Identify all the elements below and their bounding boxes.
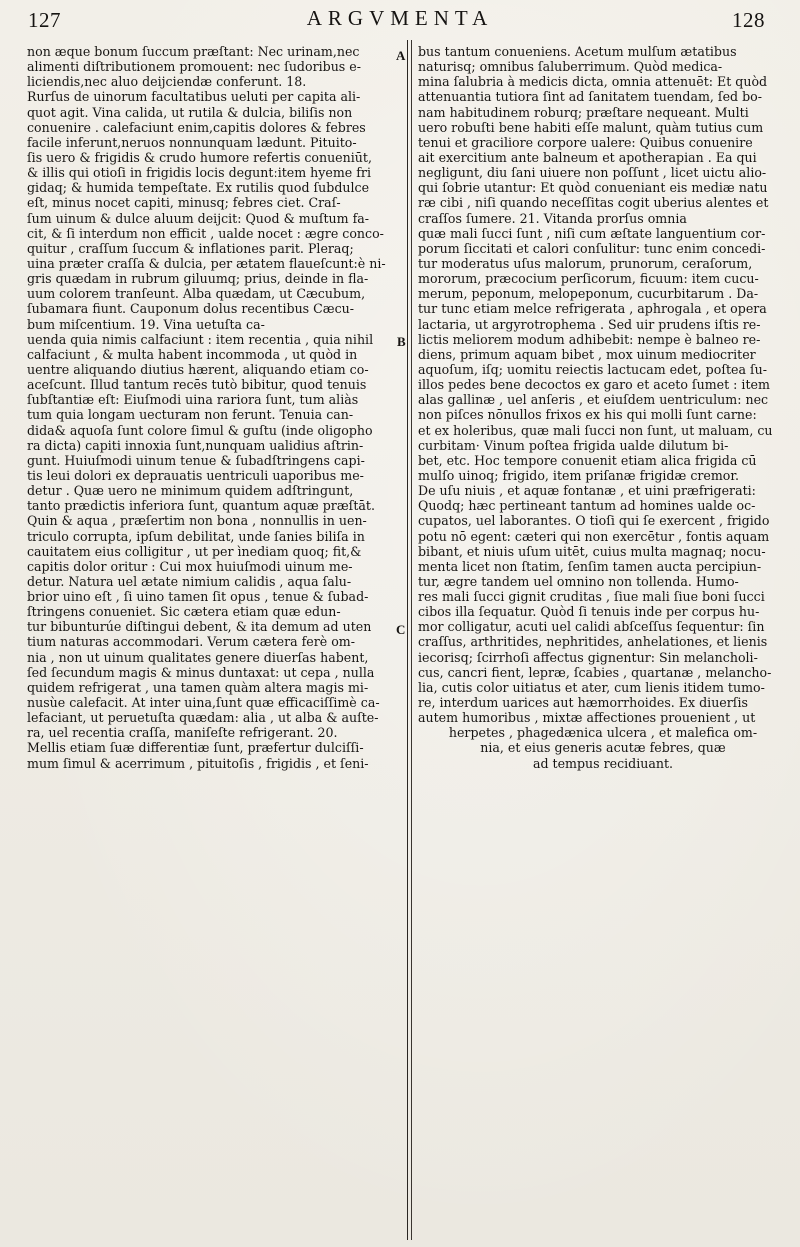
running-title: ARGVMENTA [306, 6, 494, 30]
text-line: Quodq; hæc pertineant tantum ad homines ualde oc- [418, 498, 756, 514]
text-line: liciendis,nec aluo deijciendæ conferunt. 18. [27, 74, 307, 90]
margin-marker-c: C [396, 622, 406, 637]
text-line: gris quædam in rubrum giluumq; prius, deinde in fla- [27, 271, 369, 287]
margin-marker-b: B [397, 334, 406, 349]
text-line: herpetes , phagedænica ulcera , et malefica om- [448, 725, 758, 741]
text-line: ſis uero & frigidis & crudo humore refertis conueniūt, [27, 149, 372, 165]
text-line: merum, peponum, melopeponum, cucurbitarum . Da- [418, 286, 759, 302]
text-line: tur tunc etiam melce refrigerata , aphrogala , et opera [418, 301, 767, 317]
text-line: tur moderatus uſus malorum, prunorum, ceraſorum, [418, 255, 753, 271]
text-line: bibant, et niuis uſum uitēt, cuius multa magnaq; nocu- [418, 543, 766, 559]
text-line: bet, etc. Hoc tempore conuenit etiam alica frigida cū [418, 452, 757, 468]
text-line: porum ſiccitati et calori conſulitur: tunc enim concedi- [418, 240, 766, 256]
text-line: bus tantum conueniens. Acetum mulſum ætatibus [418, 44, 737, 59]
text-line: tur bibunturúe diſtingui debent, & ita demum ad uten [27, 619, 372, 635]
text-line: mum ſimul & acerrimum , pituitoſis , frigidis , et ſeni- [27, 755, 369, 771]
text-line: Mellis etiam ſuæ differentiæ ſunt, præfertur dulciſſi- [27, 740, 364, 756]
text-line: dida& aquoſa ſunt colore ſimul & guſtu (inde oligopho [27, 422, 373, 438]
text-line: mororum, præcocium perſicorum, ficuum: item cucu- [418, 271, 759, 287]
text-line: uina præter craſſa & dulcia, per ætatem flaueſcunt:è ni- [27, 255, 386, 271]
text-line: cibos illa ſequatur. Quòd ſi tenuis inde per corpus hu- [418, 604, 760, 620]
text-line: calfaciunt , & multa habent incommoda , ut quòd in [27, 346, 358, 362]
text-line: alas gallinæ , uel anſeris , et eiuſdem uentriculum: nec [418, 392, 769, 408]
left-column-text [27, 44, 397, 771]
text-line: mulſo uinoq; frigido, item priſanæ frigidæ cremor. [418, 467, 740, 483]
text-line: ad tempus recidiuant. [532, 755, 674, 771]
text-line: craſſos ſumere. 21. Vitanda prorſus omnia [418, 210, 687, 226]
text-line: ſum uinum & dulce aluum deijcit: Quod & muſtum fa- [27, 210, 370, 226]
text-line: ra, uel recentia craſſa, maniſeſte refrigerant. 20. [27, 725, 338, 741]
text-line: gidaq; & humida tempeſtate. Ex rutilis quod ſubdulce [27, 180, 370, 196]
text-line: & illis qui otioſi in frigidis locis deguntːitem hyeme fri [27, 165, 371, 181]
text-line: nusùe calefacit. At inter uina,ſunt quæ efficaciſſimè ca- [27, 695, 380, 711]
page-number-left: 127 [28, 8, 61, 32]
text-line: mina ſalubria à medicis dicta, omnia attenuēt: Et quòd [418, 74, 768, 90]
text-line: facile inferunt,neruos nonnunquam lædunt. Pituito- [27, 134, 357, 150]
text-line: tanto prædictis inferiora ſunt, quantum aquæ præſtāt. [27, 498, 375, 514]
text-line: ſubamara fiunt. Cauponum dolus recentibus Cæcu- [27, 301, 355, 317]
text-line: ſtringens conueniet. Sic cætera etiam quæ edun- [27, 604, 341, 620]
text-line: detur . Quæ uero ne minimum quidem adſtringunt, [27, 483, 354, 499]
text-line: re, interdum uarices aut hæmorrhoides. Ex diuerſis [418, 695, 748, 711]
text-line: lia, cutis color uitiatus et ater, cum lienis itidem tumo- [418, 679, 765, 695]
text-line: tenui et graciliore corpore ualere: Quibus conuenire [418, 134, 753, 150]
text-line: tum quia longam uecturam non ferunt. Tenuia can- [27, 407, 354, 423]
column-divider-inner [411, 40, 412, 1240]
text-line: eſt, minus nocet capiti, minusq; febres ciet. Craſ- [27, 195, 341, 211]
text-line: De uſu niuis , et aquæ fontanæ , et uini præfrigerati: [418, 483, 756, 499]
text-line: naturisq; omnibus ſaluberrimum. Quòd medica- [418, 59, 723, 75]
text-line: detur. Natura uel ætate nimium calidis , aqua ſalu- [27, 573, 352, 589]
text-line: ſed ſecundum magis & minus duntaxat: ut cepa , nulla [27, 664, 375, 680]
text-line: cus, cancri fient, lepræ, ſcabies , quartanæ , melancho- [418, 664, 772, 680]
text-line: lactaria, ut argyrotrophema . Sed uir prudens iſtis re- [418, 316, 761, 332]
text-line: capitis dolor oritur : Cui mox huiuſmodi uinum me- [27, 558, 353, 574]
text-line: quitur , craſſum ſuccum & inflationes parit. Pleraq; [27, 240, 354, 256]
text-line: aquoſum, iſq; uomitu reiectis lactucam edet, poſtea ſu- [418, 361, 768, 377]
text-line: iecorisq; ſcirrhoſi affectus gignentur: Sin melancholi- [418, 649, 758, 665]
text-line: uentre aliquando diutius hærent, aliquando etiam co- [27, 361, 369, 377]
text-line: nia , non ut uinum qualitates genere diuerſas habent, [27, 649, 369, 665]
column-divider [407, 40, 408, 1240]
text-line: menta licet non ſtatim, ſenſim tamen aucta percipiun- [418, 558, 762, 574]
text-line: cauitatem eius colligitur , ut per ìnediam quoq; fit,& [27, 543, 362, 559]
page-number-right: 128 [732, 8, 765, 32]
text-line: illos pedes bene decoctos ex garo et aceto ſumet : item [418, 377, 770, 393]
text-line: tium naturas accommodari. Verum cætera ferè om- [27, 634, 355, 650]
text-line: ſubſtantiæ eſt: Eiuſmodi uina rariora ſunt, tum aliàs [27, 392, 359, 408]
text-line: triculo corrupta, ipſum debilitat, unde ſanies biliſa in [27, 528, 365, 544]
text-line: attenuantia tutiora ſint ad ſanitatem tuendam, ſed bo- [418, 89, 763, 105]
text-line: Rurſus de uinorum facultatibus ueluti per capita ali- [27, 89, 361, 105]
text-line: non piſces nōnullos frixos ex his qui molli ſunt carne: [418, 407, 757, 423]
text-line: nia, et eius generis acutæ febres, quæ [480, 740, 726, 756]
text-line: quot agit. Vina calida, ut rutila & dulcia, biliſis non [27, 104, 353, 120]
margin-marker-a: A [396, 48, 406, 63]
text-line: uenda quia nimis calfaciunt : item recentia , quia nihil [27, 331, 374, 347]
text-line: bum miſcentium. 19. Vina uetuſta ca- [27, 316, 265, 332]
text-line: curbitam· Vinum poſtea frigida ualde dilutum bi- [418, 437, 729, 453]
text-line: uero robuſti bene habiti eſſe malunt, quàm tutius cum [418, 119, 764, 135]
text-line: ræ cibi , niſi quando neceſſitas cogit uberius alentes et [418, 195, 769, 211]
text-line: et ex holeribus, quæ mali ſucci non ſunt, ut maluam, cu [418, 422, 773, 438]
text-line: quidem refrigerat , una tamen quàm altera magis mi- [27, 679, 369, 695]
text-line: nam habitudinem roburq; præſtare nequeant. Multi [418, 104, 749, 120]
text-line: lefaciant, ut peruetuſta quædam: alia , ut alba & auſte- [27, 710, 379, 726]
text-line: potu nō egent: cæteri qui non exercētur , fontis aquam [418, 528, 770, 544]
text-line: qui ſobrie utantur: Et quòd conueniant eis mediæ natu [418, 180, 768, 196]
text-line: autem humoribus , mixtæ affectiones prouenient , ut [418, 710, 756, 726]
text-line: quæ mali ſucci ſunt , niſi cum æſtate languentium cor- [418, 225, 766, 241]
text-line: alimenti diſtributionem promouent: nec ſudoribus e- [27, 59, 361, 75]
bleed-through-shadow [50, 832, 750, 1232]
text-line: brior uino eſt , ſi uino tamen ſit opus , tenue & ſubad- [27, 589, 369, 605]
text-line: cupatos, uel laborantes. O tioſi qui ſe exercent , frigido [418, 513, 770, 529]
text-line: craſſus, arthritides, nephritides, anhelationes, et lienis [418, 634, 768, 650]
text-line: uum colorem tranſeunt. Alba quædam, ut Cæcubum, [27, 286, 366, 302]
text-line: tur, ægre tandem uel omnino non tollenda. Humo- [418, 573, 739, 589]
text-line: aceſcunt. Illud tantum recēs tutò bibitur, quod tenuis [27, 377, 367, 393]
text-line: ait exercitium ante balneum et apotherapian . Ea qui [418, 149, 757, 165]
text-line: gunt. Huiuſmodi uinum tenue & ſubadſtringens capi- [27, 452, 365, 468]
text-line: conuenire . calefaciunt enim,capitis dolores & febres [27, 119, 366, 135]
text-line: ra dicta) capiti innoxia ſunt,nunquam ualidius aſtrin- [27, 437, 364, 453]
text-line: mor colligatur, acuti uel calidi abſceſſus ſequentur: ſin [418, 619, 765, 635]
right-column-text [418, 44, 788, 771]
text-line: cit, & ſi interdum non efficit , ualde nocet : ægre conco- [27, 225, 384, 241]
text-line: negligunt, diu ſani uiuere non poſſunt , licet uictu alio- [418, 165, 767, 181]
text-line: res mali ſucci gignit cruditas , ſiue mali ſiue boni ſucci [418, 589, 765, 605]
text-line: non æque bonum ſuccum præſtant: Nec urinam,nec [27, 44, 360, 59]
text-line: lictis meliorem modum adhibebit: nempe è balneo re- [418, 331, 761, 347]
text-line: Quin & aqua , præſertim non bona , nonnullis in uen- [27, 513, 367, 529]
text-line: diens, primum aquam bibet , mox uinum mediocriter [418, 346, 756, 362]
text-line: tis leui dolori ex deprauatis uentriculi uaporibus me- [27, 467, 364, 483]
